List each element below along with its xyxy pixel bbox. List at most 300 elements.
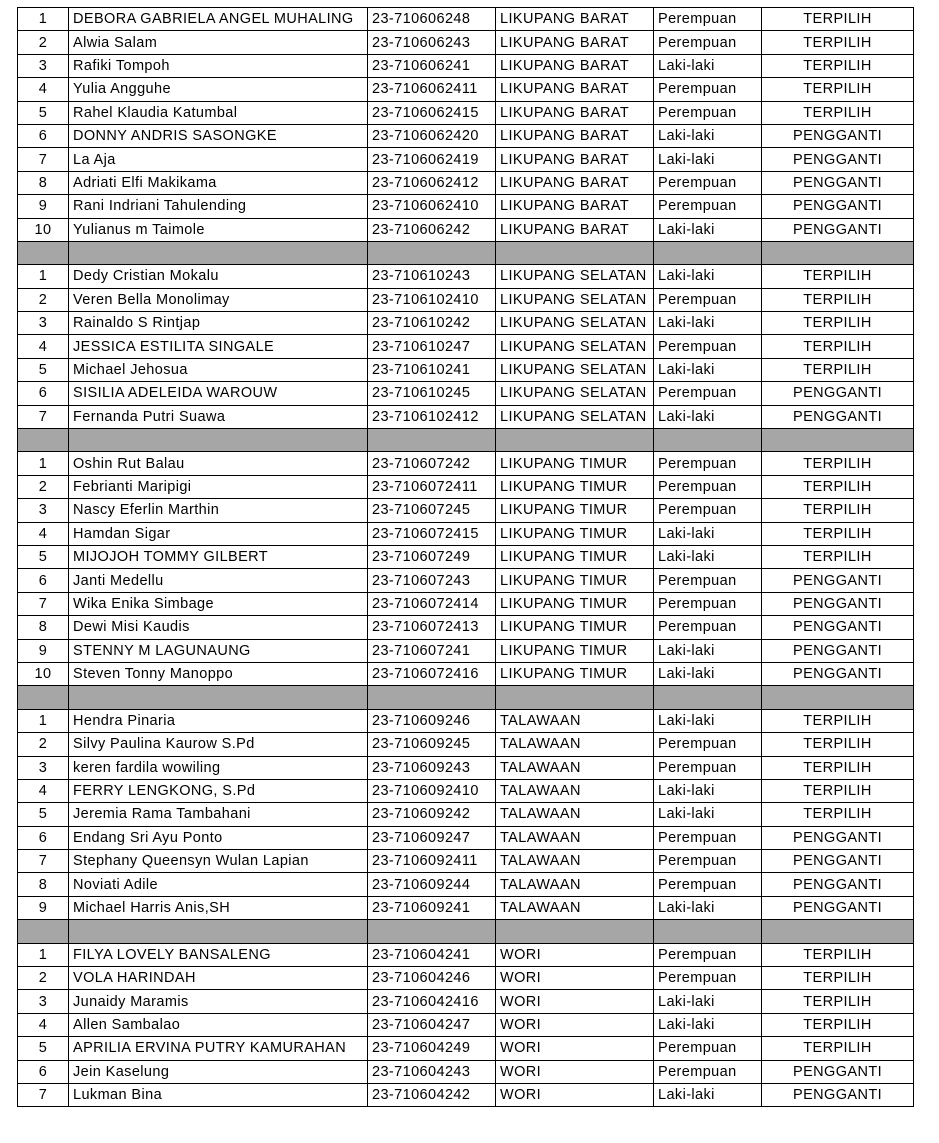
table-row — [18, 1013, 914, 1036]
district-name-cell: LIKUPANG BARAT — [496, 124, 654, 147]
row-number-cell: 3 — [18, 54, 69, 77]
registration-id-cell: 23-710607241 — [368, 639, 496, 662]
row-number-cell: 3 — [18, 756, 69, 779]
separator-cell — [18, 920, 69, 943]
candidate-name-cell: Febrianti Maripigi — [69, 475, 368, 498]
registration-id-cell: 23-710604249 — [368, 1037, 496, 1060]
status-cell: TERPILIH — [762, 1037, 914, 1060]
candidate-name-cell: Wika Enika Simbage — [69, 592, 368, 615]
registration-id-cell: 23-7106042416 — [368, 990, 496, 1013]
separator-cell — [496, 920, 654, 943]
status-cell: TERPILIH — [762, 733, 914, 756]
row-number-cell: 6 — [18, 569, 69, 592]
candidate-name-cell: DEBORA GABRIELA ANGEL MUHALING — [69, 8, 368, 31]
candidate-name-cell: Janti Medellu — [69, 569, 368, 592]
gender-cell: Perempuan — [654, 31, 762, 54]
row-number-cell: 4 — [18, 522, 69, 545]
table-row — [18, 803, 914, 826]
registration-id-cell: 23-710609243 — [368, 756, 496, 779]
candidate-name-cell: Hendra Pinaria — [69, 709, 368, 732]
registration-id-cell: 23-710609241 — [368, 896, 496, 919]
gender-cell: Laki-laki — [654, 896, 762, 919]
row-number-cell: 10 — [18, 218, 69, 241]
registration-id-cell: 23-7106062419 — [368, 148, 496, 171]
status-cell: PENGGANTI — [762, 569, 914, 592]
district-name-cell: LIKUPANG BARAT — [496, 171, 654, 194]
gender-cell: Laki-laki — [654, 218, 762, 241]
registration-id-cell: 23-710610243 — [368, 265, 496, 288]
registration-id-cell: 23-710609247 — [368, 826, 496, 849]
status-cell: TERPILIH — [762, 265, 914, 288]
candidate-name-cell: Rahel Klaudia Katumbal — [69, 101, 368, 124]
gender-cell: Perempuan — [654, 499, 762, 522]
registration-id-cell: 23-7106072411 — [368, 475, 496, 498]
candidate-name-cell: Hamdan Sigar — [69, 522, 368, 545]
gender-cell: Perempuan — [654, 592, 762, 615]
status-cell: TERPILIH — [762, 312, 914, 335]
district-name-cell: TALAWAAN — [496, 873, 654, 896]
candidate-table-body — [18, 8, 914, 1107]
registration-id-cell: 23-710607242 — [368, 452, 496, 475]
registration-id-cell: 23-7106062420 — [368, 124, 496, 147]
candidate-name-cell: Alwia Salam — [69, 31, 368, 54]
gender-cell: Laki-laki — [654, 312, 762, 335]
row-number-cell: 5 — [18, 803, 69, 826]
row-number-cell: 2 — [18, 31, 69, 54]
district-name-cell: LIKUPANG TIMUR — [496, 569, 654, 592]
table-row — [18, 218, 914, 241]
gender-cell: Laki-laki — [654, 990, 762, 1013]
gender-cell: Laki-laki — [654, 1013, 762, 1036]
row-number-cell: 1 — [18, 943, 69, 966]
gender-cell: Laki-laki — [654, 358, 762, 381]
registration-id-cell: 23-7106062410 — [368, 195, 496, 218]
separator-cell — [496, 241, 654, 264]
gender-cell: Laki-laki — [654, 662, 762, 685]
row-number-cell: 8 — [18, 616, 69, 639]
status-cell: TERPILIH — [762, 779, 914, 802]
status-cell: PENGGANTI — [762, 616, 914, 639]
gender-cell: Perempuan — [654, 756, 762, 779]
district-name-cell: LIKUPANG TIMUR — [496, 662, 654, 685]
candidate-name-cell: Jein Kaselung — [69, 1060, 368, 1083]
candidate-name-cell: Adriati Elfi Makikama — [69, 171, 368, 194]
candidate-name-cell: Stephany Queensyn Wulan Lapian — [69, 850, 368, 873]
table-row — [18, 452, 914, 475]
registration-id-cell: 23-710606248 — [368, 8, 496, 31]
district-name-cell: TALAWAAN — [496, 709, 654, 732]
gender-cell: Perempuan — [654, 171, 762, 194]
row-number-cell: 2 — [18, 967, 69, 990]
district-name-cell: TALAWAAN — [496, 826, 654, 849]
district-name-cell: LIKUPANG SELATAN — [496, 265, 654, 288]
district-name-cell: WORI — [496, 967, 654, 990]
table-row — [18, 1083, 914, 1106]
row-number-cell: 2 — [18, 288, 69, 311]
row-number-cell: 7 — [18, 592, 69, 615]
row-number-cell: 2 — [18, 475, 69, 498]
candidate-name-cell: La Aja — [69, 148, 368, 171]
table-row — [18, 265, 914, 288]
table-row — [18, 592, 914, 615]
status-cell: PENGGANTI — [762, 873, 914, 896]
table-row — [18, 850, 914, 873]
registration-id-cell: 23-7106062411 — [368, 78, 496, 101]
status-cell: TERPILIH — [762, 756, 914, 779]
candidate-table — [17, 7, 914, 1107]
candidate-name-cell: keren fardila wowiling — [69, 756, 368, 779]
table-row — [18, 826, 914, 849]
registration-id-cell: 23-710607243 — [368, 569, 496, 592]
candidate-name-cell: VOLA HARINDAH — [69, 967, 368, 990]
district-name-cell: TALAWAAN — [496, 850, 654, 873]
status-cell: TERPILIH — [762, 101, 914, 124]
row-number-cell: 7 — [18, 148, 69, 171]
separator-cell — [496, 429, 654, 452]
table-row — [18, 639, 914, 662]
row-number-cell: 8 — [18, 873, 69, 896]
district-name-cell: LIKUPANG TIMUR — [496, 592, 654, 615]
table-row — [18, 569, 914, 592]
district-name-cell: TALAWAAN — [496, 779, 654, 802]
separator-cell — [18, 429, 69, 452]
table-row — [18, 335, 914, 358]
candidate-name-cell: Oshin Rut Balau — [69, 452, 368, 475]
district-name-cell: LIKUPANG BARAT — [496, 54, 654, 77]
gender-cell: Perempuan — [654, 873, 762, 896]
district-name-cell: LIKUPANG SELATAN — [496, 335, 654, 358]
candidate-name-cell: Lukman Bina — [69, 1083, 368, 1106]
gender-cell: Perempuan — [654, 452, 762, 475]
gender-cell: Perempuan — [654, 288, 762, 311]
registration-id-cell: 23-7106062412 — [368, 171, 496, 194]
separator-cell — [69, 920, 368, 943]
row-number-cell: 1 — [18, 265, 69, 288]
separator-cell — [496, 686, 654, 709]
candidate-name-cell: Veren Bella Monolimay — [69, 288, 368, 311]
gender-cell: Laki-laki — [654, 265, 762, 288]
district-name-cell: WORI — [496, 1037, 654, 1060]
status-cell: PENGGANTI — [762, 124, 914, 147]
row-number-cell: 7 — [18, 850, 69, 873]
registration-id-cell: 23-710606243 — [368, 31, 496, 54]
registration-id-cell: 23-7106092410 — [368, 779, 496, 802]
registration-id-cell: 23-710604247 — [368, 1013, 496, 1036]
separator-cell — [368, 686, 496, 709]
status-cell: TERPILIH — [762, 288, 914, 311]
separator-cell — [368, 429, 496, 452]
row-number-cell: 5 — [18, 545, 69, 568]
row-number-cell: 3 — [18, 312, 69, 335]
status-cell: PENGGANTI — [762, 1060, 914, 1083]
district-name-cell: LIKUPANG BARAT — [496, 218, 654, 241]
status-cell: TERPILIH — [762, 545, 914, 568]
district-name-cell: LIKUPANG TIMUR — [496, 452, 654, 475]
table-row — [18, 171, 914, 194]
status-cell: PENGGANTI — [762, 592, 914, 615]
row-number-cell: 4 — [18, 779, 69, 802]
gender-cell: Perempuan — [654, 475, 762, 498]
candidate-name-cell: JESSICA ESTILITA SINGALE — [69, 335, 368, 358]
table-row — [18, 31, 914, 54]
table-row — [18, 124, 914, 147]
table-row — [18, 709, 914, 732]
row-number-cell: 1 — [18, 452, 69, 475]
registration-id-cell: 23-7106072413 — [368, 616, 496, 639]
registration-id-cell: 23-710604243 — [368, 1060, 496, 1083]
status-cell: TERPILIH — [762, 1013, 914, 1036]
gender-cell: Laki-laki — [654, 803, 762, 826]
district-name-cell: LIKUPANG BARAT — [496, 78, 654, 101]
registration-id-cell: 23-710609242 — [368, 803, 496, 826]
table-row — [18, 101, 914, 124]
row-number-cell: 6 — [18, 826, 69, 849]
candidate-name-cell: STENNY M LAGUNAUNG — [69, 639, 368, 662]
gender-cell: Perempuan — [654, 335, 762, 358]
table-row — [18, 1037, 914, 1060]
candidate-name-cell: Fernanda Putri Suawa — [69, 405, 368, 428]
table-row — [18, 616, 914, 639]
registration-id-cell: 23-7106072415 — [368, 522, 496, 545]
district-name-cell: LIKUPANG TIMUR — [496, 522, 654, 545]
separator-cell — [69, 429, 368, 452]
gender-cell: Perempuan — [654, 382, 762, 405]
candidate-name-cell: MIJOJOH TOMMY GILBERT — [69, 545, 368, 568]
registration-id-cell: 23-710610245 — [368, 382, 496, 405]
table-row — [18, 312, 914, 335]
separator-cell — [368, 920, 496, 943]
row-number-cell: 5 — [18, 358, 69, 381]
row-number-cell: 5 — [18, 1037, 69, 1060]
gender-cell: Laki-laki — [654, 545, 762, 568]
row-number-cell: 6 — [18, 1060, 69, 1083]
group-separator-row — [18, 920, 914, 943]
gender-cell: Laki-laki — [654, 148, 762, 171]
gender-cell: Perempuan — [654, 967, 762, 990]
separator-cell — [654, 920, 762, 943]
gender-cell: Perempuan — [654, 8, 762, 31]
row-number-cell: 7 — [18, 405, 69, 428]
status-cell: TERPILIH — [762, 709, 914, 732]
registration-id-cell: 23-710604242 — [368, 1083, 496, 1106]
district-name-cell: LIKUPANG TIMUR — [496, 616, 654, 639]
gender-cell: Perempuan — [654, 569, 762, 592]
status-cell: PENGGANTI — [762, 171, 914, 194]
candidate-name-cell: FILYA LOVELY BANSALENG — [69, 943, 368, 966]
status-cell: PENGGANTI — [762, 896, 914, 919]
registration-id-cell: 23-710604246 — [368, 967, 496, 990]
candidate-name-cell: SISILIA ADELEIDA WAROUW — [69, 382, 368, 405]
row-number-cell: 1 — [18, 8, 69, 31]
candidate-name-cell: Silvy Paulina Kaurow S.Pd — [69, 733, 368, 756]
separator-cell — [18, 241, 69, 264]
candidate-name-cell: Rainaldo S Rintjap — [69, 312, 368, 335]
status-cell: PENGGANTI — [762, 639, 914, 662]
registration-id-cell: 23-710606242 — [368, 218, 496, 241]
district-name-cell: LIKUPANG TIMUR — [496, 639, 654, 662]
district-name-cell: WORI — [496, 943, 654, 966]
table-row — [18, 475, 914, 498]
gender-cell: Perempuan — [654, 1060, 762, 1083]
district-name-cell: LIKUPANG SELATAN — [496, 358, 654, 381]
separator-cell — [18, 686, 69, 709]
table-row — [18, 522, 914, 545]
district-name-cell: LIKUPANG SELATAN — [496, 288, 654, 311]
candidate-name-cell: Michael Harris Anis,SH — [69, 896, 368, 919]
separator-cell — [762, 429, 914, 452]
status-cell: TERPILIH — [762, 475, 914, 498]
district-name-cell: TALAWAAN — [496, 756, 654, 779]
status-cell: TERPILIH — [762, 358, 914, 381]
district-name-cell: WORI — [496, 1083, 654, 1106]
table-row — [18, 499, 914, 522]
registration-id-cell: 23-710609244 — [368, 873, 496, 896]
gender-cell: Perempuan — [654, 1037, 762, 1060]
separator-cell — [654, 686, 762, 709]
district-name-cell: LIKUPANG BARAT — [496, 31, 654, 54]
status-cell: PENGGANTI — [762, 850, 914, 873]
gender-cell: Laki-laki — [654, 779, 762, 802]
separator-cell — [762, 686, 914, 709]
registration-id-cell: 23-7106102412 — [368, 405, 496, 428]
gender-cell: Laki-laki — [654, 709, 762, 732]
status-cell: PENGGANTI — [762, 195, 914, 218]
status-cell: PENGGANTI — [762, 662, 914, 685]
candidate-name-cell: Rani Indriani Tahulending — [69, 195, 368, 218]
candidate-name-cell: Endang Sri Ayu Ponto — [69, 826, 368, 849]
table-row — [18, 8, 914, 31]
row-number-cell: 9 — [18, 896, 69, 919]
district-name-cell: LIKUPANG SELATAN — [496, 312, 654, 335]
gender-cell: Laki-laki — [654, 405, 762, 428]
table-row — [18, 195, 914, 218]
separator-cell — [69, 686, 368, 709]
table-row — [18, 358, 914, 381]
row-number-cell: 4 — [18, 1013, 69, 1036]
candidate-name-cell: Rafiki Tompoh — [69, 54, 368, 77]
row-number-cell: 10 — [18, 662, 69, 685]
gender-cell: Laki-laki — [654, 124, 762, 147]
table-row — [18, 405, 914, 428]
status-cell: PENGGANTI — [762, 382, 914, 405]
district-name-cell: LIKUPANG BARAT — [496, 148, 654, 171]
registration-id-cell: 23-7106072414 — [368, 592, 496, 615]
row-number-cell: 9 — [18, 639, 69, 662]
district-name-cell: LIKUPANG SELATAN — [496, 405, 654, 428]
separator-cell — [368, 241, 496, 264]
status-cell: TERPILIH — [762, 335, 914, 358]
district-name-cell: LIKUPANG BARAT — [496, 195, 654, 218]
status-cell: TERPILIH — [762, 943, 914, 966]
row-number-cell: 2 — [18, 733, 69, 756]
registration-id-cell: 23-710610247 — [368, 335, 496, 358]
district-name-cell: WORI — [496, 1013, 654, 1036]
row-number-cell: 3 — [18, 990, 69, 1013]
status-cell: TERPILIH — [762, 78, 914, 101]
district-name-cell: TALAWAAN — [496, 733, 654, 756]
status-cell: PENGGANTI — [762, 1083, 914, 1106]
district-name-cell: WORI — [496, 990, 654, 1013]
candidate-name-cell: Dedy Cristian Mokalu — [69, 265, 368, 288]
status-cell: PENGGANTI — [762, 405, 914, 428]
row-number-cell: 7 — [18, 1083, 69, 1106]
candidate-name-cell: Nascy Eferlin Marthin — [69, 499, 368, 522]
registration-id-cell: 23-710606241 — [368, 54, 496, 77]
gender-cell: Laki-laki — [654, 54, 762, 77]
separator-cell — [654, 429, 762, 452]
row-number-cell: 4 — [18, 335, 69, 358]
row-number-cell: 6 — [18, 124, 69, 147]
row-number-cell: 4 — [18, 78, 69, 101]
district-name-cell: LIKUPANG TIMUR — [496, 499, 654, 522]
table-row — [18, 545, 914, 568]
gender-cell: Perempuan — [654, 850, 762, 873]
candidate-name-cell: Yulia Angguhe — [69, 78, 368, 101]
candidate-name-cell: Jeremia Rama Tambahani — [69, 803, 368, 826]
table-row — [18, 990, 914, 1013]
row-number-cell: 5 — [18, 101, 69, 124]
candidate-name-cell: Steven Tonny Manoppo — [69, 662, 368, 685]
row-number-cell: 9 — [18, 195, 69, 218]
registration-id-cell: 23-710607249 — [368, 545, 496, 568]
status-cell: TERPILIH — [762, 522, 914, 545]
gender-cell: Perempuan — [654, 616, 762, 639]
status-cell: TERPILIH — [762, 803, 914, 826]
candidate-name-cell: Allen Sambalao — [69, 1013, 368, 1036]
gender-cell: Laki-laki — [654, 1083, 762, 1106]
table-row — [18, 382, 914, 405]
candidate-name-cell: APRILIA ERVINA PUTRY KAMURAHAN — [69, 1037, 368, 1060]
gender-cell: Perempuan — [654, 733, 762, 756]
status-cell: PENGGANTI — [762, 826, 914, 849]
candidate-name-cell: Junaidy Maramis — [69, 990, 368, 1013]
registration-id-cell: 23-710609245 — [368, 733, 496, 756]
status-cell: TERPILIH — [762, 452, 914, 475]
district-name-cell: TALAWAAN — [496, 803, 654, 826]
table-row — [18, 1060, 914, 1083]
group-separator-row — [18, 686, 914, 709]
table-row — [18, 78, 914, 101]
district-name-cell: LIKUPANG SELATAN — [496, 382, 654, 405]
table-row — [18, 779, 914, 802]
registration-id-cell: 23-710607245 — [368, 499, 496, 522]
status-cell: TERPILIH — [762, 8, 914, 31]
gender-cell: Perempuan — [654, 195, 762, 218]
status-cell: PENGGANTI — [762, 148, 914, 171]
district-name-cell: LIKUPANG TIMUR — [496, 475, 654, 498]
separator-cell — [69, 241, 368, 264]
gender-cell: Perempuan — [654, 78, 762, 101]
registration-id-cell: 23-710609246 — [368, 709, 496, 732]
table-row — [18, 288, 914, 311]
table-row — [18, 943, 914, 966]
row-number-cell: 1 — [18, 709, 69, 732]
gender-cell: Laki-laki — [654, 522, 762, 545]
gender-cell: Perempuan — [654, 826, 762, 849]
registration-id-cell: 23-7106062415 — [368, 101, 496, 124]
registration-id-cell: 23-7106102410 — [368, 288, 496, 311]
district-name-cell: LIKUPANG TIMUR — [496, 545, 654, 568]
registration-id-cell: 23-7106092411 — [368, 850, 496, 873]
candidate-name-cell: Noviati Adile — [69, 873, 368, 896]
row-number-cell: 3 — [18, 499, 69, 522]
table-row — [18, 756, 914, 779]
table-row — [18, 148, 914, 171]
candidate-name-cell: Yulianus m Taimole — [69, 218, 368, 241]
status-cell: TERPILIH — [762, 990, 914, 1013]
table-row — [18, 896, 914, 919]
candidate-name-cell: Michael Jehosua — [69, 358, 368, 381]
